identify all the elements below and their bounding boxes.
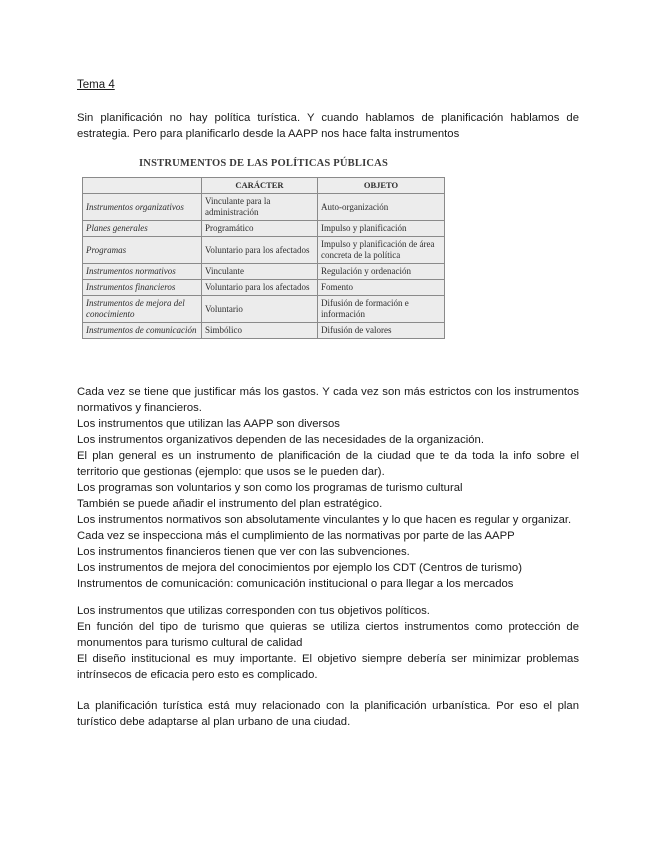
note-line: Los instrumentos organizativos dependen de las necesidades de la organización. [77, 434, 484, 446]
instrument-object: Regulación y ordenación [318, 264, 445, 280]
instrument-object: Difusión de formación e información [318, 296, 445, 323]
note-line: Los instrumentos de mejora del conocimientos por ejemplo los CDT (Centros de turismo) [77, 562, 522, 574]
table-row [83, 264, 445, 280]
instrument-character: Voluntario para los afectados [202, 237, 318, 264]
instruments-table-image [82, 158, 445, 339]
notes-block-2 [77, 603, 579, 683]
instrument-name: Instrumentos organizativos [83, 194, 202, 221]
note-line: Instrumentos de comunicación: comunicación institucional o para llegar a los mercados [77, 578, 514, 590]
note-line: Los instrumentos que utilizan las AAPP son diversos [77, 418, 340, 430]
instrument-character: Programático [202, 221, 318, 237]
instrument-name: Instrumentos financieros [83, 280, 202, 296]
instrument-character: Voluntario para los afectados [202, 280, 318, 296]
intro-paragraph: Sin planificación no hay política turística. Y cuando hablamos de planificación hablamos de estrategia. Pero para planificarlo desde la AAPP nos hace falta instrumentos [77, 112, 579, 140]
instrument-character: Vinculante [202, 264, 318, 280]
instrument-character: Voluntario [202, 296, 318, 323]
table-row [83, 237, 445, 264]
note-line: El diseño institucional es muy importante. El objetivo siempre debería ser minimizar problemas intrínsecos de eficacia pero esto es complicado. [77, 653, 579, 681]
table-header-cell: OBJETO [318, 178, 445, 194]
instrument-object: Impulso y planificación [318, 221, 445, 237]
page-title: Tema 4 [77, 79, 115, 91]
table-row [83, 194, 445, 221]
note-line: En función del tipo de turismo que quieras se utiliza ciertos instrumentos como protección de monumentos para turismo cultural de calidad [77, 621, 579, 649]
instrument-object: Difusión de valores [318, 323, 445, 339]
notes-block-3 [77, 698, 579, 730]
instrument-character: Vinculante para la administración [202, 194, 318, 221]
instrument-object: Impulso y planificación de área concreta de la política [318, 237, 445, 264]
table-title: INSTRUMENTOS DE LAS POLÍTICAS PÚBLICAS [139, 158, 388, 169]
note-line: Cada vez se inspecciona más el cumplimiento de las normativas por parte de las AAPP [77, 530, 515, 542]
note-line: Los instrumentos normativos son absolutamente vinculantes y lo que hacen es regular y organizar. [77, 514, 572, 526]
instrument-name: Programas [83, 237, 202, 264]
note-line: La planificación turística está muy relacionado con la planificación urbanística. Por eso el plan turístico debe adaptarse al plan urbano de una ciudad. [77, 700, 579, 728]
note-line: Los programas son voluntarios y son como los programas de turismo cultural [77, 482, 463, 494]
table-row [83, 280, 445, 296]
note-line: También se puede añadir el instrumento del plan estratégico. [77, 498, 383, 510]
instrument-name: Planes generales [83, 221, 202, 237]
instrument-object: Auto-organización [318, 194, 445, 221]
table-header-cell [83, 178, 202, 194]
table-row [83, 323, 445, 339]
table-header-row [83, 178, 445, 194]
note-line: Los instrumentos que utilizas corresponden con tus objetivos políticos. [77, 605, 430, 617]
table-row [83, 296, 445, 323]
instrument-object: Fomento [318, 280, 445, 296]
table-header-cell: CARÁCTER [202, 178, 318, 194]
instrument-name: Instrumentos de mejora del conocimiento [83, 296, 202, 323]
table-row [83, 221, 445, 237]
instrument-name: Instrumentos normativos [83, 264, 202, 280]
instrument-character: Simbólico [202, 323, 318, 339]
note-line: Los instrumentos financieros tienen que ver con las subvenciones. [77, 546, 410, 558]
note-line: El plan general es un instrumento de planificación de la ciudad que te da toda la info sobre el territorio que gestionas (ejemplo: que usos se le pueden dar). [77, 450, 579, 478]
instruments-table [82, 177, 445, 339]
notes-block-1 [77, 384, 579, 592]
note-line: Cada vez se tiene que justificar más los gastos. Y cada vez son más estrictos con los instrumentos normativos y financieros. [77, 386, 579, 414]
instrument-name: Instrumentos de comunicación [83, 323, 202, 339]
